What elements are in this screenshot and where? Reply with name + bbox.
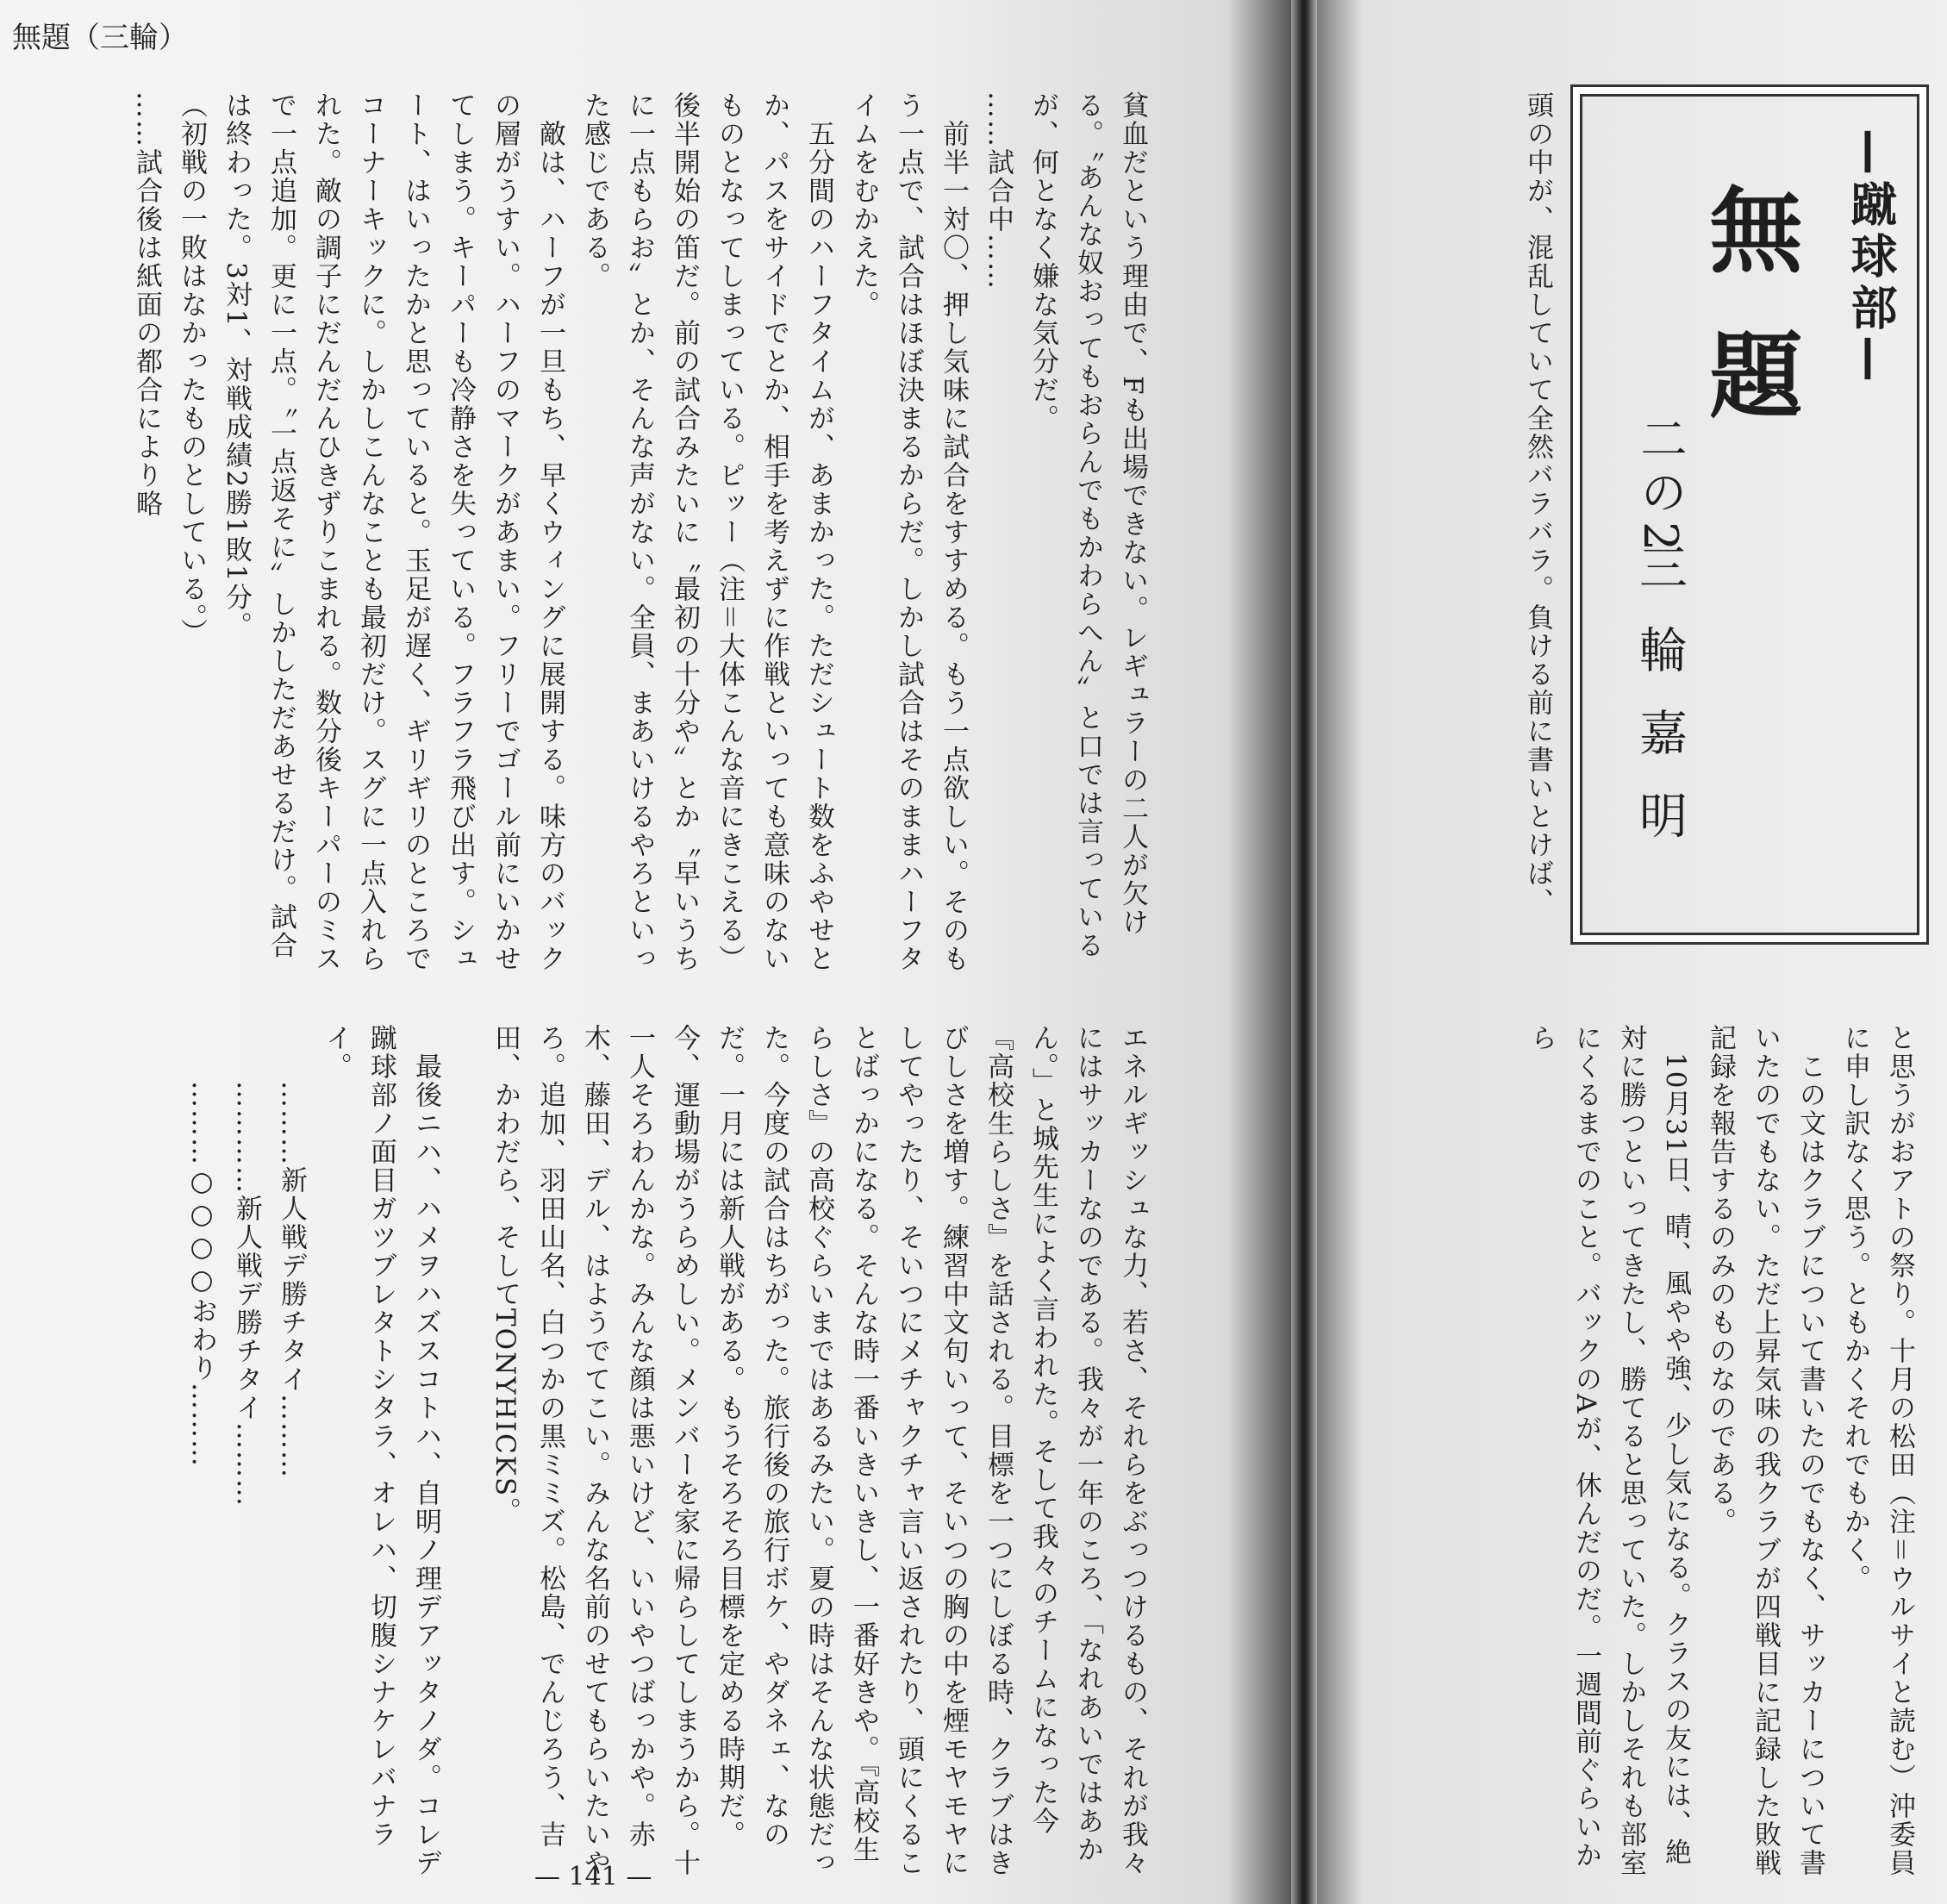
series-label: —蹴球部— <box>1844 128 1898 387</box>
right-page-lower-text: と思うがおアトの祭り。十月の松田（注＝ウルサイと読む）沖委員に申し訳なく思う。ともかくそれでもかく。 この文はクラブについて書いたのでもなく、サッカーについて書いたのでもない。ただ上昇気味の我クラブが四戦目に記録した敗戦記録を報告するのみのものなのである。 10月31日、晴、風やや強、少し気になる。クラスの友には、絶対に勝つといってきたし、勝てると思っていた。しかしそれも部室にくるまでのこと。バックのAが、休んだのだ。一週間前ぐらいから <box>1526 1024 1915 1877</box>
article-subtitle: 二の2 <box>1633 415 1688 559</box>
left-page-lower-text-a: エネルギッシュな力、若さ、それらをぶっつけるもの、それが我々にはサッカーなのである。我々が一年のころ、「なれあいではあかん。」と城先生によく言われた。そして我々のチームになった今『高校生らしさ』を話される。目標を一つにしぼる時、クラブはきびしさを増す。練習中文句いって、そいつの胸の中を煙モヤモヤにしてやったり、そいつにメチャクチャ言い返されたり、頭にくることばっかになる。そんな時一番いきいきし、一番好きや。『高校生らしさ』の高校ぐらいまではあるみたい。夏の時はそんな状態だった。今度の試合はちがった。旅行後の旅行ボケ、やダネェ、なのだ。一月には新人戦がある。もうそろそろ目標を定める時期だ。 今、運動場がうらめしい。メンバーを家に帰らしてしまうから。十一人そろわんかな。みんな顔は悪いけど、いいやつばっかや。赤木、藤田、デル、はようでてこい。みんな名前のせてもらいたいやろ。追加、羽田山名、白つかの黒ミミズ。松島、でんじろう、吉田、かわだら、そしてTONYHICKS。 <box>490 1024 1148 1877</box>
book-gutter <box>1291 0 1317 1904</box>
left-page-lower-text-b: 最後ニハ、ハメヲハズスコトハ、自明ノ理デアッタノダ。コレデ蹴球部ノ面目ガツブレタトシタラ、オレハ、切腹シナケレバナライ。 ………新人戦デ勝チタイ……… …………新人戦デ勝チタイ……… ………○○○○おわり……… <box>186 1024 441 1877</box>
running-head: 無題（三輪） <box>12 21 188 55</box>
page-number: — 141 — <box>534 1862 652 1892</box>
title-box <box>1570 84 1929 945</box>
right-page-intro-text: 頭の中が、混乱していて全然バラバラ。負ける前に書いとけば、 <box>1522 91 1553 916</box>
article-title: 無題 <box>1694 182 1801 471</box>
left-page-upper-text: 貧血だという理由で、Fも出場できない。レギュラーの二人が欠ける。〝あんな奴おってもおらんでもかわらへん〟と口では言っているが、何となく嫌な気分だ。 ……試合中…… 前半一対〇、押し気味に試合をすすめる。もう一点欲しい。そのもう一点で、試合はほぼ決まるからだ。しかし試合はそのままハーフタイムをむかえた。 五分間のハーフタイムが、あまかった。ただシュート数をふやせとか、パスをサイドでとか、相手を考えずに作戦といっても意味のないものとなってしまっている。ピッー（注＝大体こんな音にきこえる）後半開始の笛だ。前の試合みたいに〝最初の十分や〟とか〝早いうちに一点もらお〟とか、そんな声がない。全員、まあいけるやろといった感じである。 敵は、ハーフが一旦もち、早くウィングに展開する。味方のバックの層がうすい。ハーフのマークがあまい。フリーでゴール前にいかせてしまう。キーパーも冷静さを失っている。フラフラ飛び出す。シュート、はいったかと思っていると。玉足が遅く、ギリギリのところでコーナーキックに。しかしこんなことも最初だけ。スグに一点入れられた。敵の調子にだんだんひきずりこまれる。数分後キーパーのミスで一点追加。更に一点。〝一点返そに〟しかしただあせるだけ。試合は終わった。3対1、対戦成績2勝1敗1分。 （初戦の一敗はなかったものとしている。） ……試合後は紙面の都合により略 <box>131 91 1148 973</box>
author-name: 三輪嘉明 <box>1632 542 1688 873</box>
